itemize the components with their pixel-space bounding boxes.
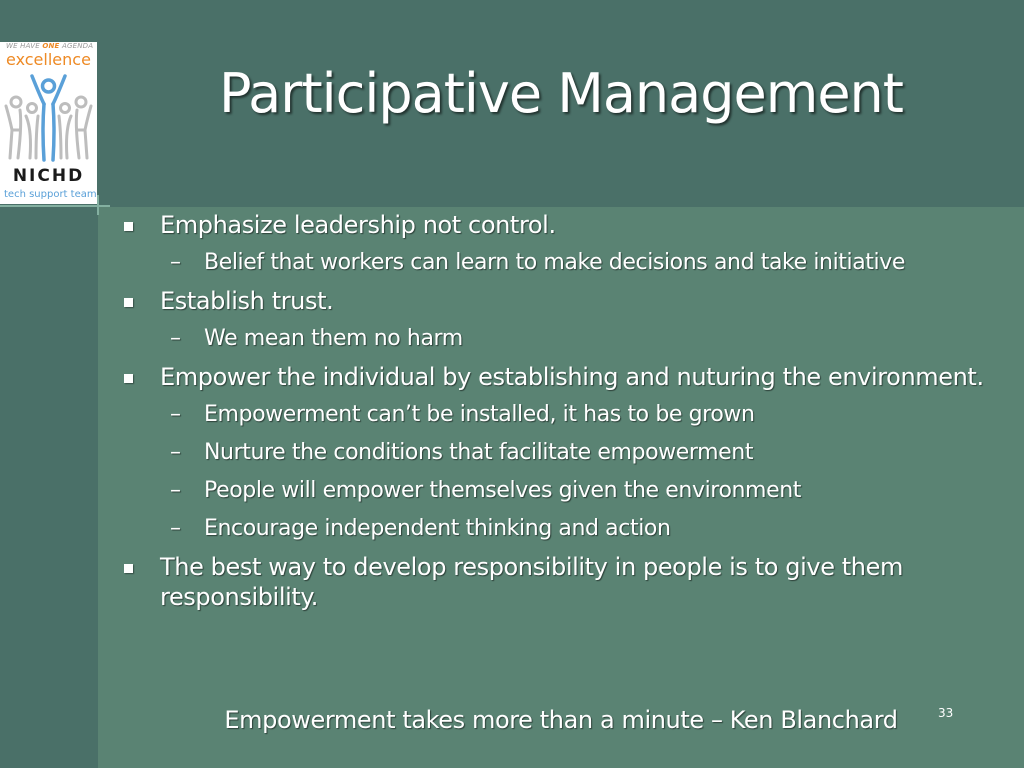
dash-bullet-icon: – (170, 402, 181, 427)
bullet-item (120, 210, 1000, 240)
logo-org-name: NICHD (12, 166, 85, 186)
dash-bullet-icon: – (170, 516, 181, 541)
logo-tagline: WE HAVE ONE AGENDA (6, 42, 94, 50)
bullet-text: Belief that workers can learn to make decisions and take initiative (204, 250, 905, 275)
bullet-list (120, 210, 1000, 612)
bullet-text: Establish trust. (160, 287, 334, 315)
bullet-text: We mean them no harm (204, 326, 463, 351)
bullet-text: People will empower themselves given the environment (204, 478, 801, 503)
band-divider-horizontal (0, 205, 110, 207)
bullet-item (120, 286, 1000, 316)
square-bullet-icon (124, 564, 133, 573)
slide-title: Participative Management (219, 62, 903, 125)
bullet-item (120, 362, 1000, 392)
dash-bullet-icon: – (170, 440, 181, 465)
square-bullet-icon (124, 222, 133, 231)
sub-bullet-item (120, 248, 1000, 278)
slide-number: 33 (938, 706, 954, 720)
people-figures-icon (2, 70, 95, 162)
band-divider-vertical (97, 195, 99, 215)
bullet-text: Encourage independent thinking and action (204, 516, 671, 541)
square-bullet-icon (124, 374, 133, 383)
bullet-text: The best way to develop responsibility in people is to give them responsibility. (160, 553, 903, 611)
sub-bullet-item (120, 324, 1000, 354)
dash-bullet-icon: – (170, 326, 181, 351)
square-bullet-icon (124, 298, 133, 307)
logo-subtitle: tech support team (4, 189, 97, 200)
quote: Empowerment takes more than a minute – Ken Blanchard (224, 706, 898, 734)
sub-bullet-item (120, 476, 1000, 506)
bullet-text: Empowerment can’t be installed, it has to be grown (204, 402, 755, 427)
dash-bullet-icon: – (170, 250, 181, 275)
logo-excellence: excellence (6, 50, 91, 69)
bullet-text: Emphasize leadership not control. (160, 211, 556, 239)
nichd-logo (0, 42, 97, 204)
sub-bullet-item (120, 400, 1000, 430)
bullet-text: Empower the individual by establishing and nuturing the environment. (160, 363, 984, 391)
bullet-text: Nurture the conditions that facilitate empowerment (204, 440, 754, 465)
dash-bullet-icon: – (170, 478, 181, 503)
sub-bullet-item (120, 438, 1000, 468)
sub-bullet-item (120, 514, 1000, 544)
bullet-item (120, 552, 1000, 612)
